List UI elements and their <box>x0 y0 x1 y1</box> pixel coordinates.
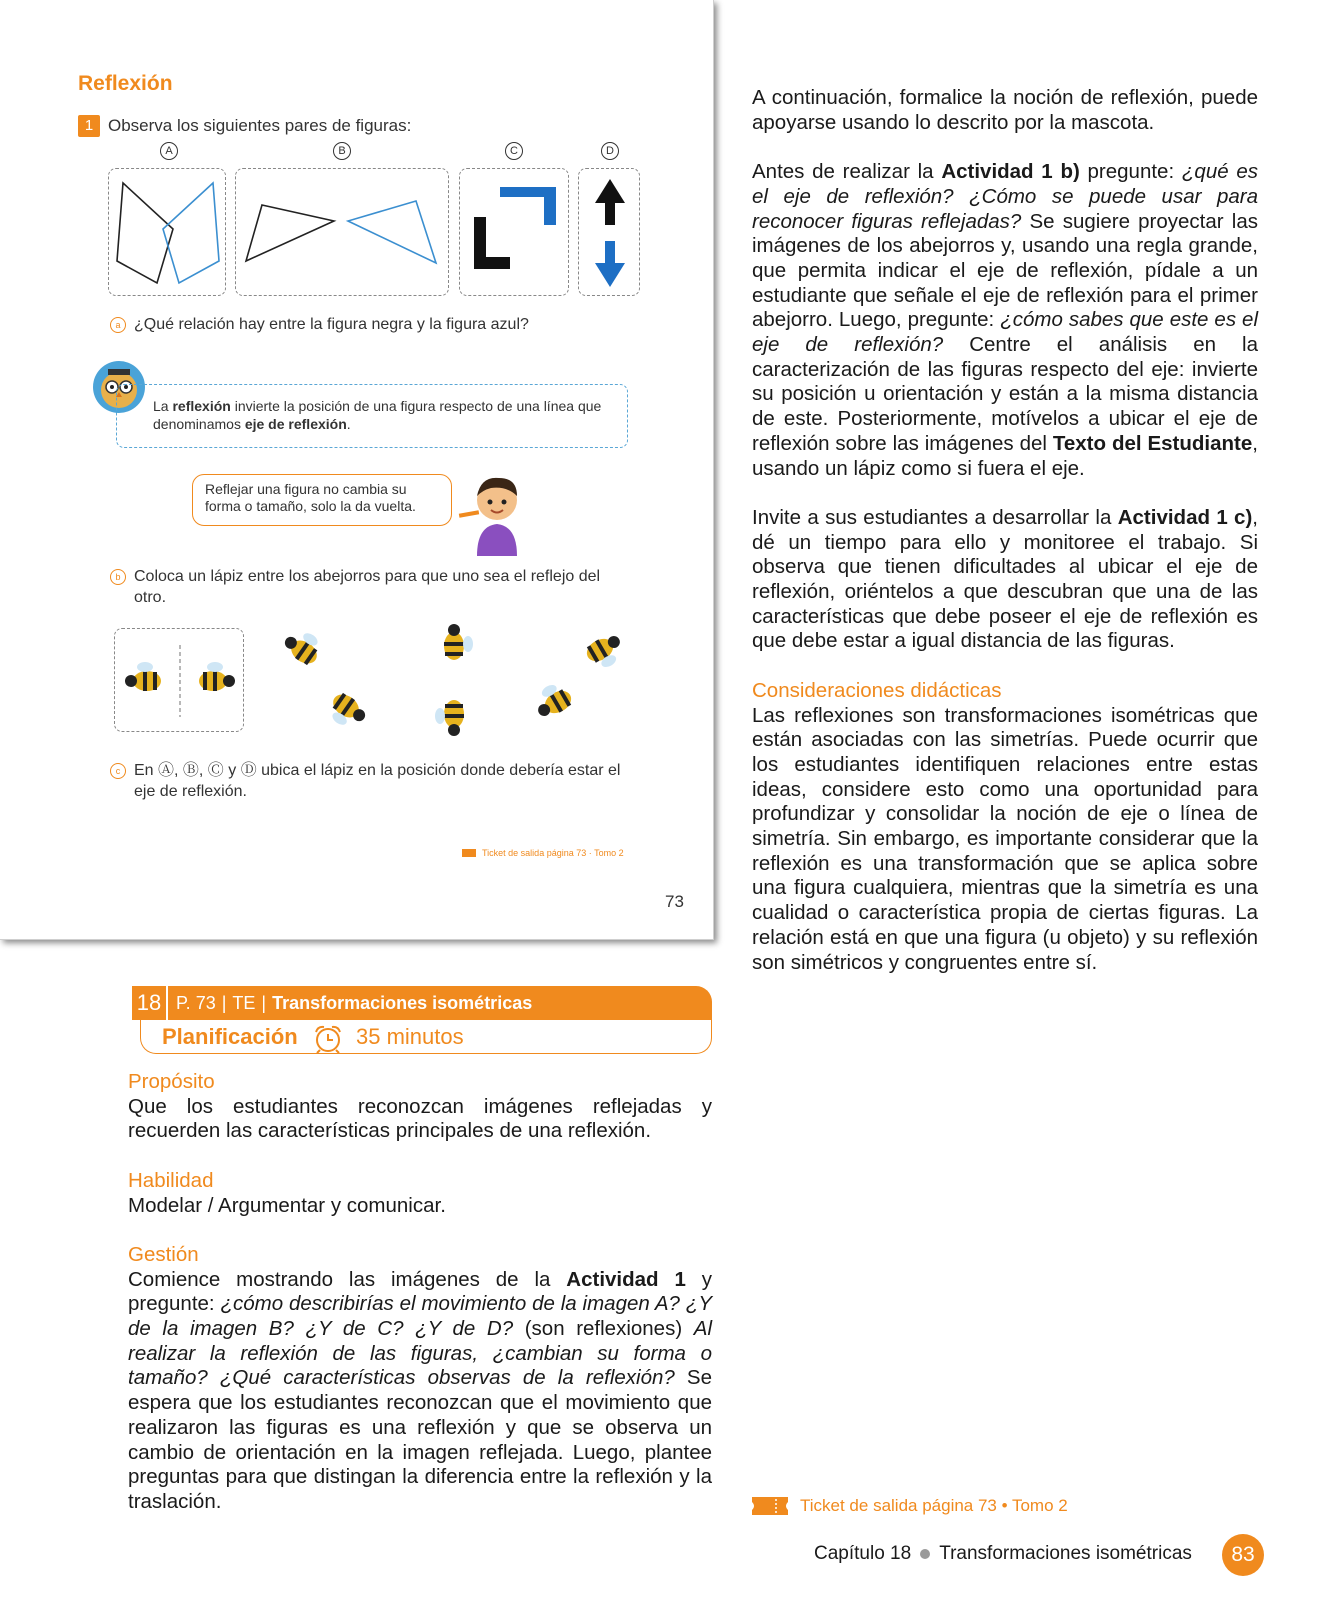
ticket-icon <box>462 849 476 857</box>
banner-topic: Transformaciones isométricas <box>272 993 533 1013</box>
figure-label-a: A <box>160 142 178 160</box>
ticket-icon <box>752 1497 788 1515</box>
paragraph-activity-1c: Invite a sus estudiantes a desarrollar la Actividad 1 c), dé un tiempo para ello y monitoree el trabajo. Si observa que tienen dificultades al ubicar el eje de reflexión, oriéntelos a que descubran que una de las características que debe poseer el eje de reflexión es que debe estar a igual distancia de las figuras. <box>752 505 1258 653</box>
student-textbook-page <box>0 0 714 940</box>
paragraph-consideraciones: Las reflexiones son transformaciones isométricas que están asociadas con las simetrías. Puede ocurrir que los estudiantes identifiquen relaciones entre estas ideas, considere esto como una oportunidad para profundizar y consolidar la noción de eje o línea de simetría. Sin embargo, es importante considerar que la reflexión es una transformación que se aplica sobre una figura cualquiera, mientras que la simetría es una cualidad o característica propia de ciertas figuras. La relación está en que una figura (u objeto) y su reflexión son simétricos y congruentes entre sí. <box>752 703 1258 974</box>
figure-label-b: B <box>333 142 351 160</box>
bee-pairs-illustration <box>270 618 650 748</box>
question-b <box>110 566 630 608</box>
activity-number-badge: 1 <box>78 115 100 137</box>
text-gestion: Comience mostrando las imágenes de la Actividad 1 y pregunte: ¿cómo describirías el movimiento de la imagen A? ¿Y de la imagen B? ¿Y de C? ¿Y de D? (son reflexiones) Al realizar la reflexión de las figuras, ¿cambian su forma o tamaño? ¿Qué características observas de la reflexión? Se espera que los estudiantes reconozcan que el movimiento que realizaron las figuras es una reflexión y que se observa un cambio de orientación en la imagen reflejada. Luego, plantee preguntas para que distingan la diferencia entre la reflexión y la traslación. <box>128 1267 712 1513</box>
banner-page-ref: P. 73 <box>176 993 216 1013</box>
bee-example-box <box>114 628 244 732</box>
planning-banner <box>132 986 712 1054</box>
figure-box-b <box>235 168 449 296</box>
alarm-clock-icon <box>312 1024 344 1054</box>
lesson-number: 18 <box>132 986 168 1020</box>
speech-bubble: Reflejar una figura no cambia su forma o tamaño, solo la da vuelta. <box>192 474 452 526</box>
heading-consideraciones: Consideraciones didácticas <box>752 678 1002 702</box>
figure-c-l-shapes <box>460 169 570 297</box>
footer-chapter-topic: Transformaciones isométricas <box>939 1543 1192 1564</box>
figure-label-c: C <box>505 142 523 160</box>
heading-habilidad: Habilidad <box>128 1168 214 1192</box>
activity-1-text: Observa los siguientes pares de figuras: <box>108 116 412 135</box>
question-a <box>110 314 670 335</box>
student-page-title: Reflexión <box>78 72 173 95</box>
question-a-text: ¿Qué relación hay entre la figura negra y la figura azul? <box>134 316 529 333</box>
activity-1-heading <box>78 115 411 137</box>
heading-proposito: Propósito <box>128 1070 215 1093</box>
text-habilidad: Modelar / Argumentar y comunicar. <box>128 1193 446 1217</box>
figure-a-kites <box>109 169 227 297</box>
exit-ticket-text: Ticket de salida página 73 • Tomo 2 <box>800 1496 1068 1515</box>
planning-label: Planificación <box>162 1024 298 1049</box>
paragraph-activity-1b: Antes de realizar la Actividad 1 b) pregunte: ¿qué es el eje de reflexión? ¿Cómo se puede usar para reconocer figuras reflejadas? Se sugiere proyectar las imágenes de los abejorros y, usando una regla grande, que permita indicar el eje de reflexión, pídale a un estudiante que señale el eje de reflexión para el primer abejorro. Luego, pregunte: ¿cómo sabes que este es el eje de reflexión? Centre el análisis en la caracterización de las figuras respecto del eje: invierte su posición u orientación y están a la misma distancia de este. Posteriormente, motívelos a ubicar el eje de reflexión sobre las imágenes del Texto del Estudiante, usando un lápiz como si fuera el eje. <box>752 160 1259 480</box>
right-column <box>752 86 1258 975</box>
banner-header-text: P. 73 | TE | Transformaciones isométricas <box>176 993 533 1013</box>
page-number: 83 <box>1222 1534 1264 1576</box>
heading-gestion: Gestión <box>128 1242 199 1266</box>
footer-chapter-number: Capítulo 18 <box>814 1543 912 1564</box>
question-a-marker: a <box>110 317 126 333</box>
figure-d-arrows <box>579 169 641 297</box>
reflection-definition-box: La reflexión invierte la posición de una figura respecto de una línea que denominamos eje de reflexión. <box>116 384 628 448</box>
question-c-text: En Ⓐ, Ⓑ, Ⓒ y Ⓓ ubica el lápiz en la posición donde debería estar el eje de reflexión. <box>134 762 621 800</box>
figure-label-d: D <box>601 142 619 160</box>
figure-b-triangles <box>236 169 450 297</box>
figure-box-d <box>578 168 640 296</box>
figure-box-c <box>459 168 569 296</box>
figure-box-a <box>108 168 226 296</box>
bullet-dot-icon <box>920 1549 930 1559</box>
text-proposito: Que los estudiantes reconozcan imágenes reflejadas y recuerden las características principales de una reflexión. <box>128 1094 712 1143</box>
question-b-text: Coloca un lápiz entre los abejorros para que uno sea el reflejo del otro. <box>134 568 601 606</box>
student-page-number: 73 <box>665 892 684 911</box>
footer-chapter <box>814 1543 1192 1565</box>
question-c <box>110 760 630 802</box>
banner-te: TE <box>232 993 256 1013</box>
bee-pair-example <box>115 629 245 733</box>
child-character-icon <box>455 470 535 556</box>
definition-term-eje: eje de reflexión <box>244 416 347 432</box>
student-page-ticket: Ticket de salida página 73 · Tomo 2 <box>462 848 624 858</box>
paragraph-formalize: A continuación, formalice la noción de reflexión, puede apoyarse usando lo descrito por la mascota. <box>752 86 1258 134</box>
question-b-marker: b <box>110 569 126 585</box>
question-c-marker: c <box>110 763 126 779</box>
left-column <box>128 1070 712 1515</box>
planning-time: 35 minutos <box>356 1024 464 1049</box>
exit-ticket-reference <box>752 1496 1068 1516</box>
definition-term-reflexion: reflexión <box>172 398 231 414</box>
